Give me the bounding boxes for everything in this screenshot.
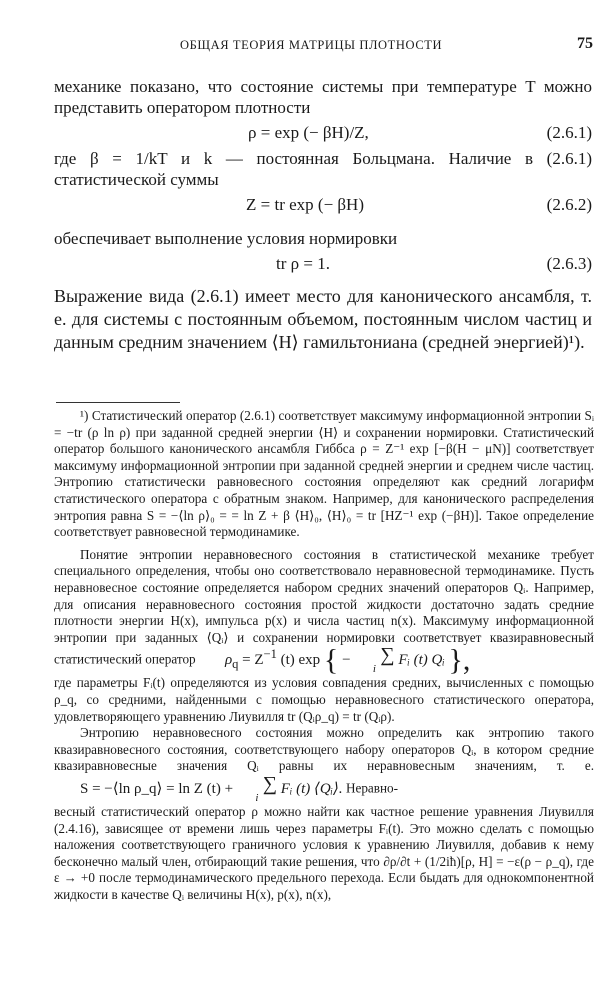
sum-index: i	[372, 663, 376, 676]
equation-2-6-2	[54, 190, 592, 220]
chapter-title: ОБЩАЯ ТЕОРИЯ МАТРИЦЫ ПЛОТНОСТИ	[180, 38, 443, 52]
entropy-formula: S = −⟨ln ρ_q⟩ = ln Z (t) +	[80, 780, 234, 797]
paragraph-3: обеспечивает выполнение условия нормировки	[54, 229, 398, 248]
continuation-word: Неравно-	[345, 780, 399, 796]
rho-subscript: q	[232, 657, 239, 672]
sum-terms: Fᵢ (t) Qᵢ	[398, 652, 445, 669]
quasi-equilibrium-operator-equation	[199, 643, 471, 677]
equation-number: (2.6.2)	[546, 195, 592, 214]
sum-terms: Fᵢ (t) ⟨Qᵢ⟩.	[280, 780, 343, 797]
minus-sign: −	[342, 652, 351, 669]
paragraph-2: где β = 1/kT и k — постоянная Больцмана. Наличие в (2.6.1) статистической суммы	[54, 149, 592, 189]
equation-middle: = Z	[238, 652, 264, 669]
entropy-equation	[54, 772, 343, 804]
rho-symbol: ρ	[224, 652, 233, 669]
footnote-paragraph-3	[54, 725, 594, 804]
footnote-paragraph-3-text: Энтропию неравновесного состояния можно определить как энтропию такого квазиравновесного состояния, соответствующего набору операторов Qᵢ, в котором средние квазиравновесные значения Qᵢ равны их неравновесным значениям, т. е.	[54, 725, 594, 774]
footnote-paragraph-3b: весный статистический оператор ρ можно найти как частное решение уравнения Лиувилля (2.4.16), зависящее от времени лишь через параметры Fᵢ(t). Это можно сделать с помощью наложения соответствующего граничного условия к уравнению Лиувилля, добавив к нему бесконечно малый член, отбирающий такие решения, что ∂ρ/∂t + (1/2iħ)[ρ, H] = −ε(ρ − ρ_q), где ε → +0 после термодинамического предельного перехода. Если быдать для однокомпонентной жидкости в качестве Qᵢ величины H(x), p(x), n(x),	[54, 803, 594, 902]
equation-number: (2.6.3)	[546, 254, 592, 273]
paragraph-1: механике показано, что состояние системы при температуре T можно представить оператором плотности	[54, 77, 592, 117]
main-text	[54, 76, 592, 354]
right-brace: },	[448, 643, 471, 677]
footnote-1: ¹) Статистический оператор (2.6.1) соответствует максимуму информационной энтропии Sᵢ = −tr (ρ ln ρ) при заданной средней энергии ⟨H⟩ и сохранении нормировки. Статистический оператор большого канонического ансамбля Гиббса ρ = Z⁻¹ exp [−β(H − μN)] соответствует максимуму информационной энтропии при заданной средней энергии и среднем числе частиц. Энтропию статистически равновесного состояния определяют как средний логарифм статистического оператора с обратным знаком. Например, для канонического распределения энтропия равна S = −⟨ln ρ⟩₀ = = ln Z + β ⟨H⟩₀, ⟨H⟩₀ = tr [HZ⁻¹ exp (−βH)]. Такое определение соответствует равновесной термодинамике.	[54, 408, 594, 540]
paragraph-4: Выражение вида (2.6.1) имеет место для канонического ансамбля, т. е. для системы с постоянным объемом, постоянным числом частиц и данным средним значением ⟨H⟩ гамильтониана (средней энергией)¹).	[54, 286, 592, 352]
sum-index: i	[255, 791, 259, 804]
running-header	[30, 35, 593, 58]
sum-symbol: ∑ i	[255, 772, 278, 804]
equation-2-6-3	[54, 249, 592, 279]
footnote-divider	[56, 402, 180, 403]
equation-2-6-1	[54, 118, 592, 148]
left-brace: {	[323, 643, 339, 677]
inverse-exponent: −1	[263, 647, 277, 662]
footnote-text	[54, 408, 594, 904]
equation-rest: (t) exp	[276, 652, 321, 669]
sum-symbol: ∑ i	[372, 644, 395, 676]
footnote-paragraph-2-text: Понятие энтропии неравновесного состояния в статистической механике требует специального определения, чтобы оно соответствовало неравновесной термодинамике. Пусть неравновесное состояние определяется набором средних значений операторов Qᵢ. Например, для описания неравновесного состояния простой жидкости достаточно задать средние плотности энергии H(x), импульса p(x) и числа частиц n(x). Максимуму информационной энтропии при заданных ⟨Qᵢ⟩ и сохранении нормировки соответствует квазиравновесный статистический оператор	[54, 546, 594, 667]
equation-formula: ρ = exp (− βH)/Z,	[248, 123, 369, 142]
footnote-paragraph-2b: где параметры Fᵢ(t) определяются из условия совпадения средних, вычисленных с помощью ρ_q, со средними, найденными с помощью неравновесного статистического оператора, удовлетворяющего уравнению Лиувилля tr (Qᵢρ_q) = tr (Qᵢρ).	[54, 675, 594, 724]
footnote-paragraph-2	[54, 547, 594, 676]
page-number: 75	[577, 35, 593, 52]
equation-formula: tr ρ = 1.	[276, 254, 330, 273]
equation-number: (2.6.1)	[546, 123, 592, 142]
equation-formula: Z = tr exp (− βH)	[246, 195, 364, 214]
